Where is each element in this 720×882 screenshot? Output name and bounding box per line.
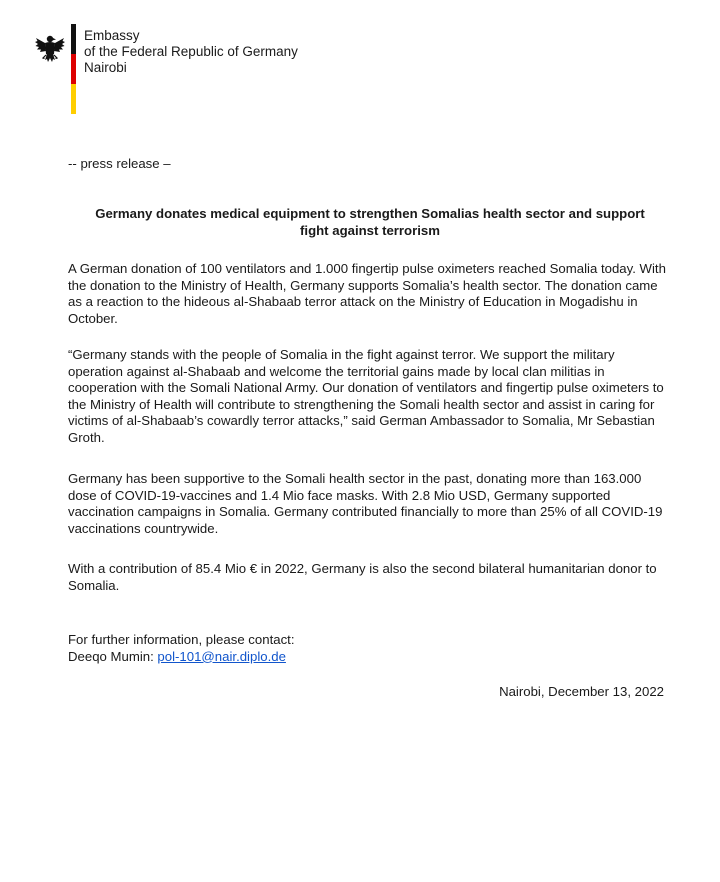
paragraph-covid-support: Germany has been supportive to the Somali health sector in the past, donating more than 163.000 dose of COVID-19-vaccines and 1.4 Mio face masks. With 2.8 Mio USD, Germany supported vaccination campaigns in Somalia. Germany contributed financially to more than 25% of all COVID-19 vaccinations countrywide. — [68, 471, 663, 536]
contact-name: Deeqo Mumin: — [68, 648, 158, 664]
paragraph-donation: A German donation of 100 ventilators and 1.000 fingertip pulse oximeters reached Somalia today. With the donation to the Ministry of Health, Germany supports Somalia’s health sector. The donation came as a reaction to the hideous al-Shabaab terror attack on the Ministry of Education in Mogadishu in October. — [68, 261, 666, 326]
press-release-kicker: -- press release – — [68, 156, 171, 171]
contact-block — [68, 632, 295, 665]
german-flag-bar — [71, 24, 76, 114]
flag-stripe-gold — [71, 84, 76, 114]
embassy-name — [84, 28, 298, 76]
embassy-name-line-3: Nairobi — [84, 60, 127, 75]
federal-eagle-icon — [34, 32, 66, 66]
page-title: Germany donates medical equipment to strengthen Somalias health sector and support fight against terrorism — [95, 206, 645, 238]
paragraph-humanitarian-donor: With a contribution of 85.4 Mio € in 2022, Germany is also the second bilateral humanitarian donor to Somalia. — [68, 561, 657, 593]
flag-stripe-red — [71, 54, 76, 84]
contact-intro: For further information, please contact: — [68, 632, 295, 647]
embassy-name-line-2: of the Federal Republic of Germany — [84, 44, 298, 59]
contact-email-link[interactable]: pol-101@nair.diplo.de — [157, 648, 286, 664]
contact-line — [68, 649, 295, 666]
flag-stripe-black — [71, 24, 76, 54]
dateline: Nairobi, December 13, 2022 — [499, 684, 664, 699]
embassy-name-line-1: Embassy — [84, 28, 140, 43]
paragraph-ambassador-quote: “Germany stands with the people of Somalia in the fight against terror. We support the military operation against al-Shabaab and welcome the territorial gains made by local clan militias in cooperation with the Somali National Army. Our donation of ventilators and fingertip pulse oximeters to the Ministry of Health will contribute to strengthening the Somali health sector and assist in caring for victims of al-Shabaab’s cowardly terror attacks,” said German Ambassador to Somalia, Mr Sebastian Groth. — [68, 347, 664, 445]
